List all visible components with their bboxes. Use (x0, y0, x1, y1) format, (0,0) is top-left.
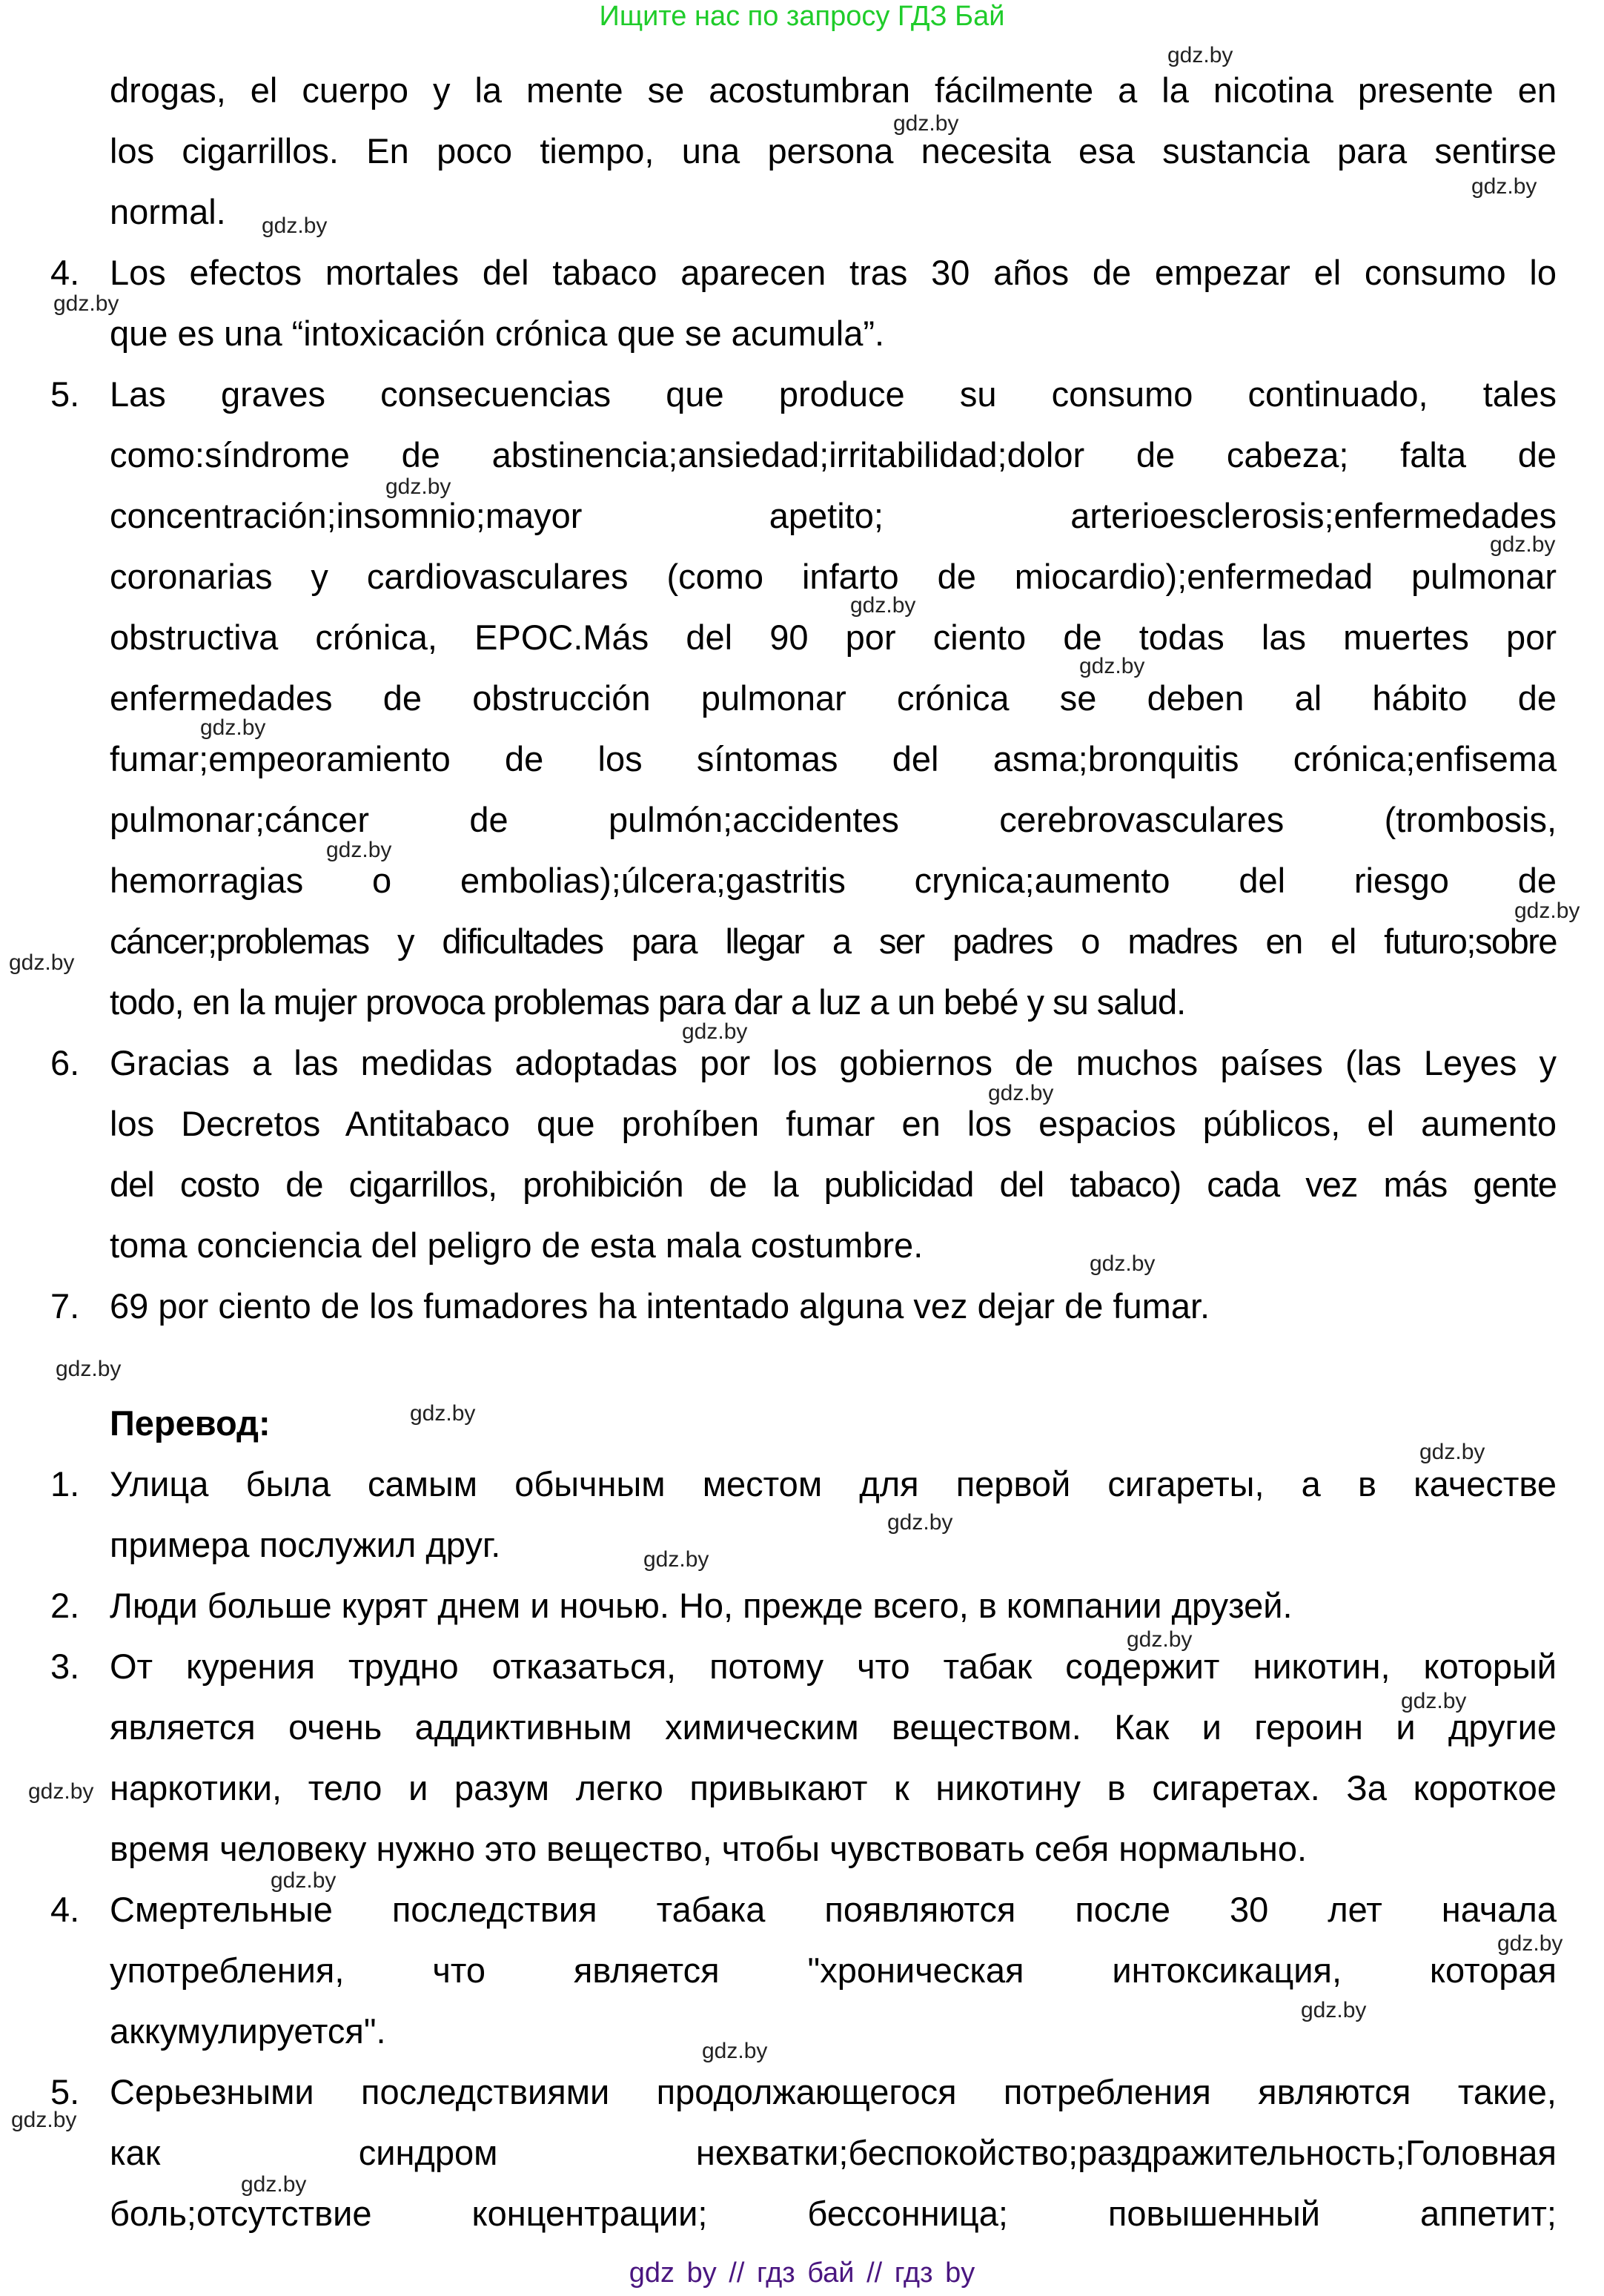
text-line: употребления, что является "хроническая интоксикация, которая (110, 1951, 1557, 1990)
text-line: время человеку нужно это вещество, чтобы чувствовать себя нормально. (110, 1829, 1308, 1868)
watermark: gdz.by (1301, 1998, 1367, 2022)
watermark: gdz.by (887, 1510, 953, 1535)
text-line: como:síndrome de abstinencia;ansiedad;irritabilidad;dolor de cabeza; falta de (110, 435, 1557, 474)
watermark: gdz.by (56, 1357, 122, 1381)
text-line: toma conciencia del peligro de esta mala costumbre. (110, 1225, 924, 1265)
text-line: как синдром нехватки;беспокойство;раздражительность;Головная (110, 2133, 1557, 2172)
watermark: gdz.by (682, 1019, 748, 1044)
text-line: del costo de cigarrillos, prohibición de la publicidad del tabaco) cada vez más gente (110, 1165, 1557, 1204)
list-number: 7. (50, 1286, 80, 1326)
text-line: pulmonar;cáncer de pulmón;accidentes cerebrovasculares (trombosis, (110, 800, 1557, 839)
text-line: наркотики, тело и разум легко привыкают к никотину в сигаретах. За короткое (110, 1768, 1557, 1807)
text-line: cáncer;problemas y dificultades para llegar a ser padres o madres en el futuro;sobre (110, 922, 1557, 961)
text-line: боль;отсутствие концентрации; бессонница; повышенный аппетит; (110, 2194, 1557, 2233)
footer-links[interactable]: gdz by // гдз бай // гдз by (629, 2257, 975, 2289)
watermark: gdz.by (893, 111, 959, 136)
text-line: является очень аддиктивным химическим веществом. Как и героин и другие (110, 1707, 1557, 1747)
text-line: coronarias y cardiovasculares (como infarto de miocardio);enfermedad pulmonar (110, 557, 1557, 596)
text-line: Серьезными последствиями продолжающегося потребления являются такие, (110, 2072, 1557, 2111)
text-line: Los efectos mortales del tabaco aparecen tras 30 años de empezar el consumo lo (110, 253, 1557, 292)
text-line: los Decretos Antitabaco que prohíben fumar en los espacios públicos, el aumento (110, 1104, 1557, 1143)
search-banner[interactable]: Ищите нас по запросу ГДЗ Бай (599, 1, 1005, 32)
text-line: аккумулируется". (110, 2011, 386, 2051)
watermark: gdz.by (643, 1547, 709, 1572)
text-line: От курения трудно отказаться, потому что табак содержит никотин, который (110, 1647, 1557, 1686)
watermark: gdz.by (385, 474, 451, 499)
list-number: 3. (50, 1647, 80, 1686)
watermark: gdz.by (1514, 899, 1580, 923)
watermark: gdz.by (262, 214, 328, 238)
watermark: gdz.by (1167, 43, 1233, 67)
list-number: 4. (50, 1890, 80, 1929)
watermark: gdz.by (1079, 654, 1145, 678)
watermark: gdz.by (241, 2172, 307, 2197)
text-line: 69 por ciento de los fumadores ha intentado alguna vez dejar de fumar. (110, 1286, 1210, 1326)
watermark: gdz.by (326, 838, 392, 862)
list-number: 5. (50, 2072, 80, 2111)
watermark: gdz.by (9, 950, 75, 975)
list-number: 1. (50, 1464, 80, 1503)
watermark: gdz.by (988, 1081, 1054, 1105)
watermark: gdz.by (702, 2039, 768, 2063)
list-number: 2. (50, 1586, 80, 1625)
list-number: 6. (50, 1043, 80, 1082)
watermark: gdz.by (1497, 1931, 1563, 1956)
text-line: hemorragias o embolias);úlcera;gastritis crynica;aumento del riesgo de (110, 861, 1557, 900)
list-number: 4. (50, 253, 80, 292)
text-line: fumar;empeoramiento de los síntomas del asma;bronquitis crónica;enfisema (110, 739, 1557, 778)
text-line: Las graves consecuencias que produce su consumo continuado, tales (110, 374, 1557, 414)
watermark: gdz.by (410, 1401, 476, 1426)
text-line: drogas, el cuerpo y la mente se acostumbran fácilmente a la nicotina presente en (110, 70, 1557, 110)
text-line: enfermedades de obstrucción pulmonar crónica se deben al hábito de (110, 678, 1557, 718)
watermark: gdz.by (1490, 532, 1556, 557)
text-line: concentración;insomnio;mayor apetito; arterioesclerosis;enfermedades (110, 496, 1557, 535)
watermark: gdz.by (1471, 174, 1537, 199)
watermark: gdz.by (271, 1868, 337, 1893)
watermark: gdz.by (200, 715, 266, 740)
text-line: todo, en la mujer provoca problemas para dar a luz a un bebé y su salud. (110, 982, 1186, 1022)
watermark: gdz.by (1127, 1627, 1193, 1652)
watermark: gdz.by (1090, 1251, 1156, 1276)
watermark: gdz.by (850, 593, 916, 618)
text-line: примера послужил друг. (110, 1525, 501, 1564)
text-line: Gracias a las medidas adoptadas por los gobiernos de muchos países (las Leyes y (110, 1043, 1557, 1082)
text-line: Люди больше курят днем и ночью. Но, прежде всего, в компании друзей. (110, 1586, 1293, 1625)
text-line: Улица была самым обычным местом для первой сигареты, а в качестве (110, 1464, 1557, 1503)
text-line: los cigarrillos. En poco tiempo, una persona necesita esa sustancia para sentirse (110, 131, 1557, 171)
watermark: gdz.by (28, 1779, 94, 1804)
text-line: Смертельные последствия табака появляются после 30 лет начала (110, 1890, 1557, 1929)
text-line: obstructiva crónica, EPOC.Más del 90 por ciento de todas las muertes por (110, 618, 1557, 657)
watermark: gdz.by (1419, 1440, 1485, 1464)
watermark: gdz.by (1401, 1689, 1467, 1713)
text-line: normal. (110, 192, 226, 231)
text-line: que es una “intoxicación crónica que se acumula”. (110, 314, 885, 353)
watermark: gdz.by (11, 2108, 77, 2132)
watermark: gdz.by (53, 291, 119, 316)
translation-heading: Перевод: (110, 1403, 271, 1443)
list-number: 5. (50, 374, 80, 414)
